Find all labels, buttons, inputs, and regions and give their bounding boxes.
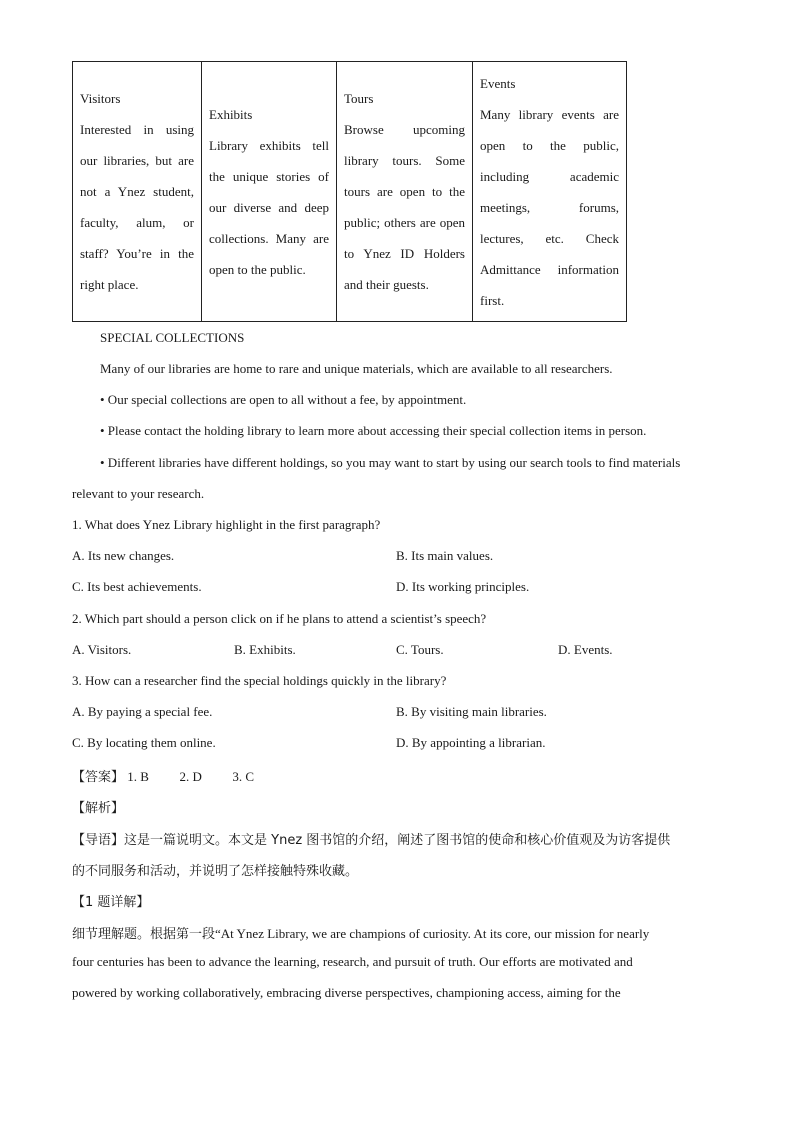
special-bullet-3a: • Different libraries have different holdings, so you may want to start by using our search tools to find materials	[100, 455, 681, 470]
question-3: 3. How can a researcher find the special holdings quickly in the library?	[72, 673, 447, 688]
guide-text-1: 这是一篇说明文。本文是 Ynez 图书馆的介绍，阐述了图书馆的使命和核心价值观及为访客提供	[124, 833, 671, 848]
analysis-label: 【解析】	[72, 801, 125, 816]
special-bullet-2: • Please contact the holding library to learn more about accessing their special collection items in person.	[100, 423, 647, 438]
events-title: Events	[480, 75, 516, 91]
events-cell	[473, 62, 627, 322]
events-text: Many library events are open to the public, including academic meetings, forums, lectures, etc. Check Admittance information first.	[480, 106, 619, 308]
special-heading: SPECIAL COLLECTIONS	[100, 330, 245, 345]
detail-line-1: 细节理解题。根据第一段“At Ynez Library, we are champions of curiosity. At its core, our mission for nearly	[72, 926, 650, 941]
q3-option-c: C. By locating them online.	[72, 735, 216, 750]
guide-line-1	[72, 829, 670, 848]
q3-option-b: B. By visiting main libraries.	[396, 704, 547, 719]
guide-label: 【导语】	[72, 833, 125, 848]
special-bullet-3b: relevant to your research.	[72, 486, 205, 501]
answer-2: 2. D	[179, 769, 202, 784]
table-row	[73, 62, 627, 322]
q1-option-a: A. Its new changes.	[72, 548, 175, 563]
answer-line	[72, 766, 254, 785]
detail-label: 【1 题详解】	[72, 895, 150, 910]
q2-option-c: C. Tours.	[396, 642, 444, 657]
detail-line-3: powered by working collaboratively, embracing diverse perspectives, championing access, aiming for the	[72, 985, 621, 1000]
q1-option-d: D. Its working principles.	[396, 579, 530, 594]
guide-line-2: 的不同服务和活动，并说明了怎样接触特殊收藏。	[72, 864, 359, 879]
question-1: 1. What does Ynez Library highlight in the first paragraph?	[72, 517, 381, 532]
detail-line-2: four centuries has been to advance the learning, research, and pursuit of truth. Our efforts are motivated and	[72, 954, 633, 969]
tours-title: Tours	[344, 91, 374, 106]
tours-cell	[337, 62, 473, 322]
answer-label: 【答案】	[72, 770, 125, 785]
answer-3: 3. C	[232, 769, 254, 784]
visitors-cell	[73, 62, 202, 322]
visitors-title: Visitors	[80, 91, 121, 106]
q3-option-a: A. By paying a special fee.	[72, 704, 213, 719]
exhibits-cell	[202, 62, 337, 322]
q2-option-b: B. Exhibits.	[234, 642, 296, 657]
q1-option-c: C. Its best achievements.	[72, 579, 202, 594]
answer-1: 1. B	[127, 769, 149, 784]
exhibits-text: Library exhibits tell the unique stories of our diverse and deep collections. Many are open to the public.	[209, 137, 329, 277]
question-2: 2. Which part should a person click on if he plans to attend a scientist’s speech?	[72, 611, 487, 626]
exhibits-title: Exhibits	[209, 106, 253, 122]
library-sections-table	[72, 61, 627, 322]
q2-option-d: D. Events.	[558, 642, 613, 657]
special-intro: Many of our libraries are home to rare and unique materials, which are available to all researchers.	[100, 361, 613, 376]
q3-option-d: D. By appointing a librarian.	[396, 735, 546, 750]
q1-option-b: B. Its main values.	[396, 548, 494, 563]
tours-text: Browse upcoming library tours. Some tours are open to the public; others are open to Ynez ID Holders and their guests.	[344, 122, 465, 292]
special-bullet-1: • Our special collections are open to all without a fee, by appointment.	[100, 392, 467, 407]
q2-option-a: A. Visitors.	[72, 642, 132, 657]
visitors-text: Interested in using our libraries, but are not a Ynez student, faculty, alum, or staff? You’re in the right place.	[80, 122, 194, 292]
